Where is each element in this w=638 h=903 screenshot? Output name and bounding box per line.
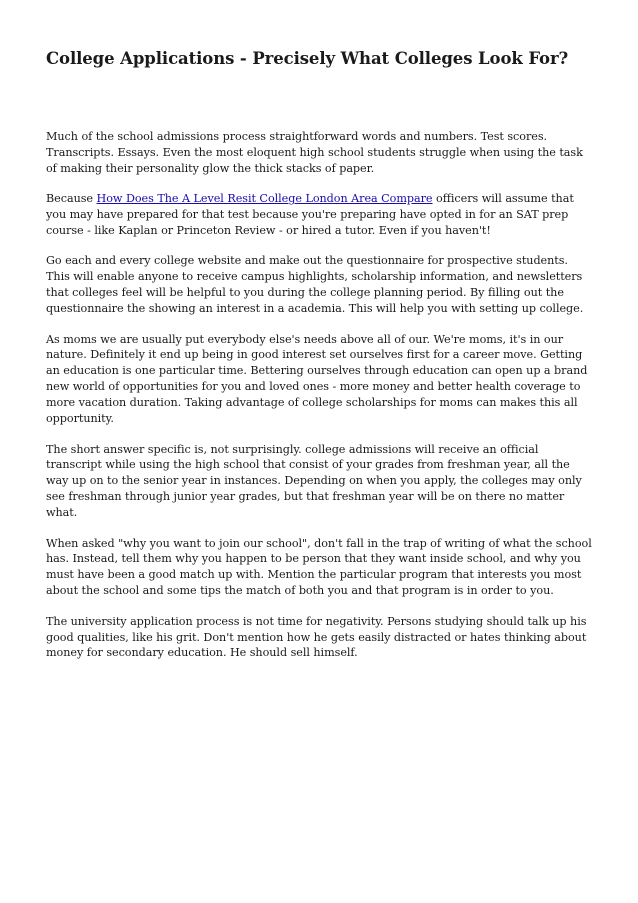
paragraph-1: Much of the school admissions process straightforward words and numbers. Test scores. Transcripts. Essays. Even the most eloquent high school students struggle when using the task of making their personality glow the thick stacks of paper.: [46, 130, 583, 175]
paragraph-2: [46, 191, 594, 239]
paragraph-6: When asked "why you want to join our school", don't fall in the trap of writing of what the school has. Instead, tell them why you happen to be person that they want inside school, and why you must have been a good match up with. Mention the particular program that interests you most about the school and some tips the match of both you and that program is in order to you.: [46, 536, 592, 598]
paragraph-2-before: Because: [46, 192, 97, 206]
document-title: College Applications - Precisely What Colleges Look For?: [46, 49, 569, 68]
paragraph-5: The short answer specific is, not surprisingly. college admissions will receive an official transcript while using the high school that consist of your grades from freshman year, all the way up on to the senior year in instances. Depending on when you apply, the colleges may only see freshman through junior year grades, but that freshman year will be on there no matter what.: [46, 442, 582, 520]
paragraph-2-after: officers will assume that you may have prepared for that test because you're preparing have opted in for an SAT prep course - like Kaplan or Princeton Review - or hired a tutor. Even if you haven't!: [46, 192, 574, 238]
article-link[interactable]: How Does The A Level Resit College London Area Compare: [96, 192, 433, 206]
paragraph-7: The university application process is not time for negativity. Persons studying should talk up his good qualities, like his grit. Don't mention how he gets easily distracted or hates thinking about money for secondary education. He should sell himself.: [46, 614, 587, 660]
paragraph-4: As moms we are usually put everybody else's needs above all of our. We're moms, it's in our nature. Definitely it end up being in good interest set ourselves first for a career move. Getting an education is one particular time. Bettering ourselves through education can open up a brand new world of opportunities for you and loved ones - more money and better health coverage to more vacation duration. Taking advantage of college scholarships for moms can makes this all opportunity.: [46, 332, 588, 426]
paragraph-3: Go each and every college website and make out the questionnaire for prospective students. This will enable anyone to receive campus highlights, scholarship information, and newsletters that colleges feel will be helpful to you during the college planning period. By filling out the questionnaire the showing an interest in a academia. This will help you with setting up college.: [46, 254, 584, 316]
